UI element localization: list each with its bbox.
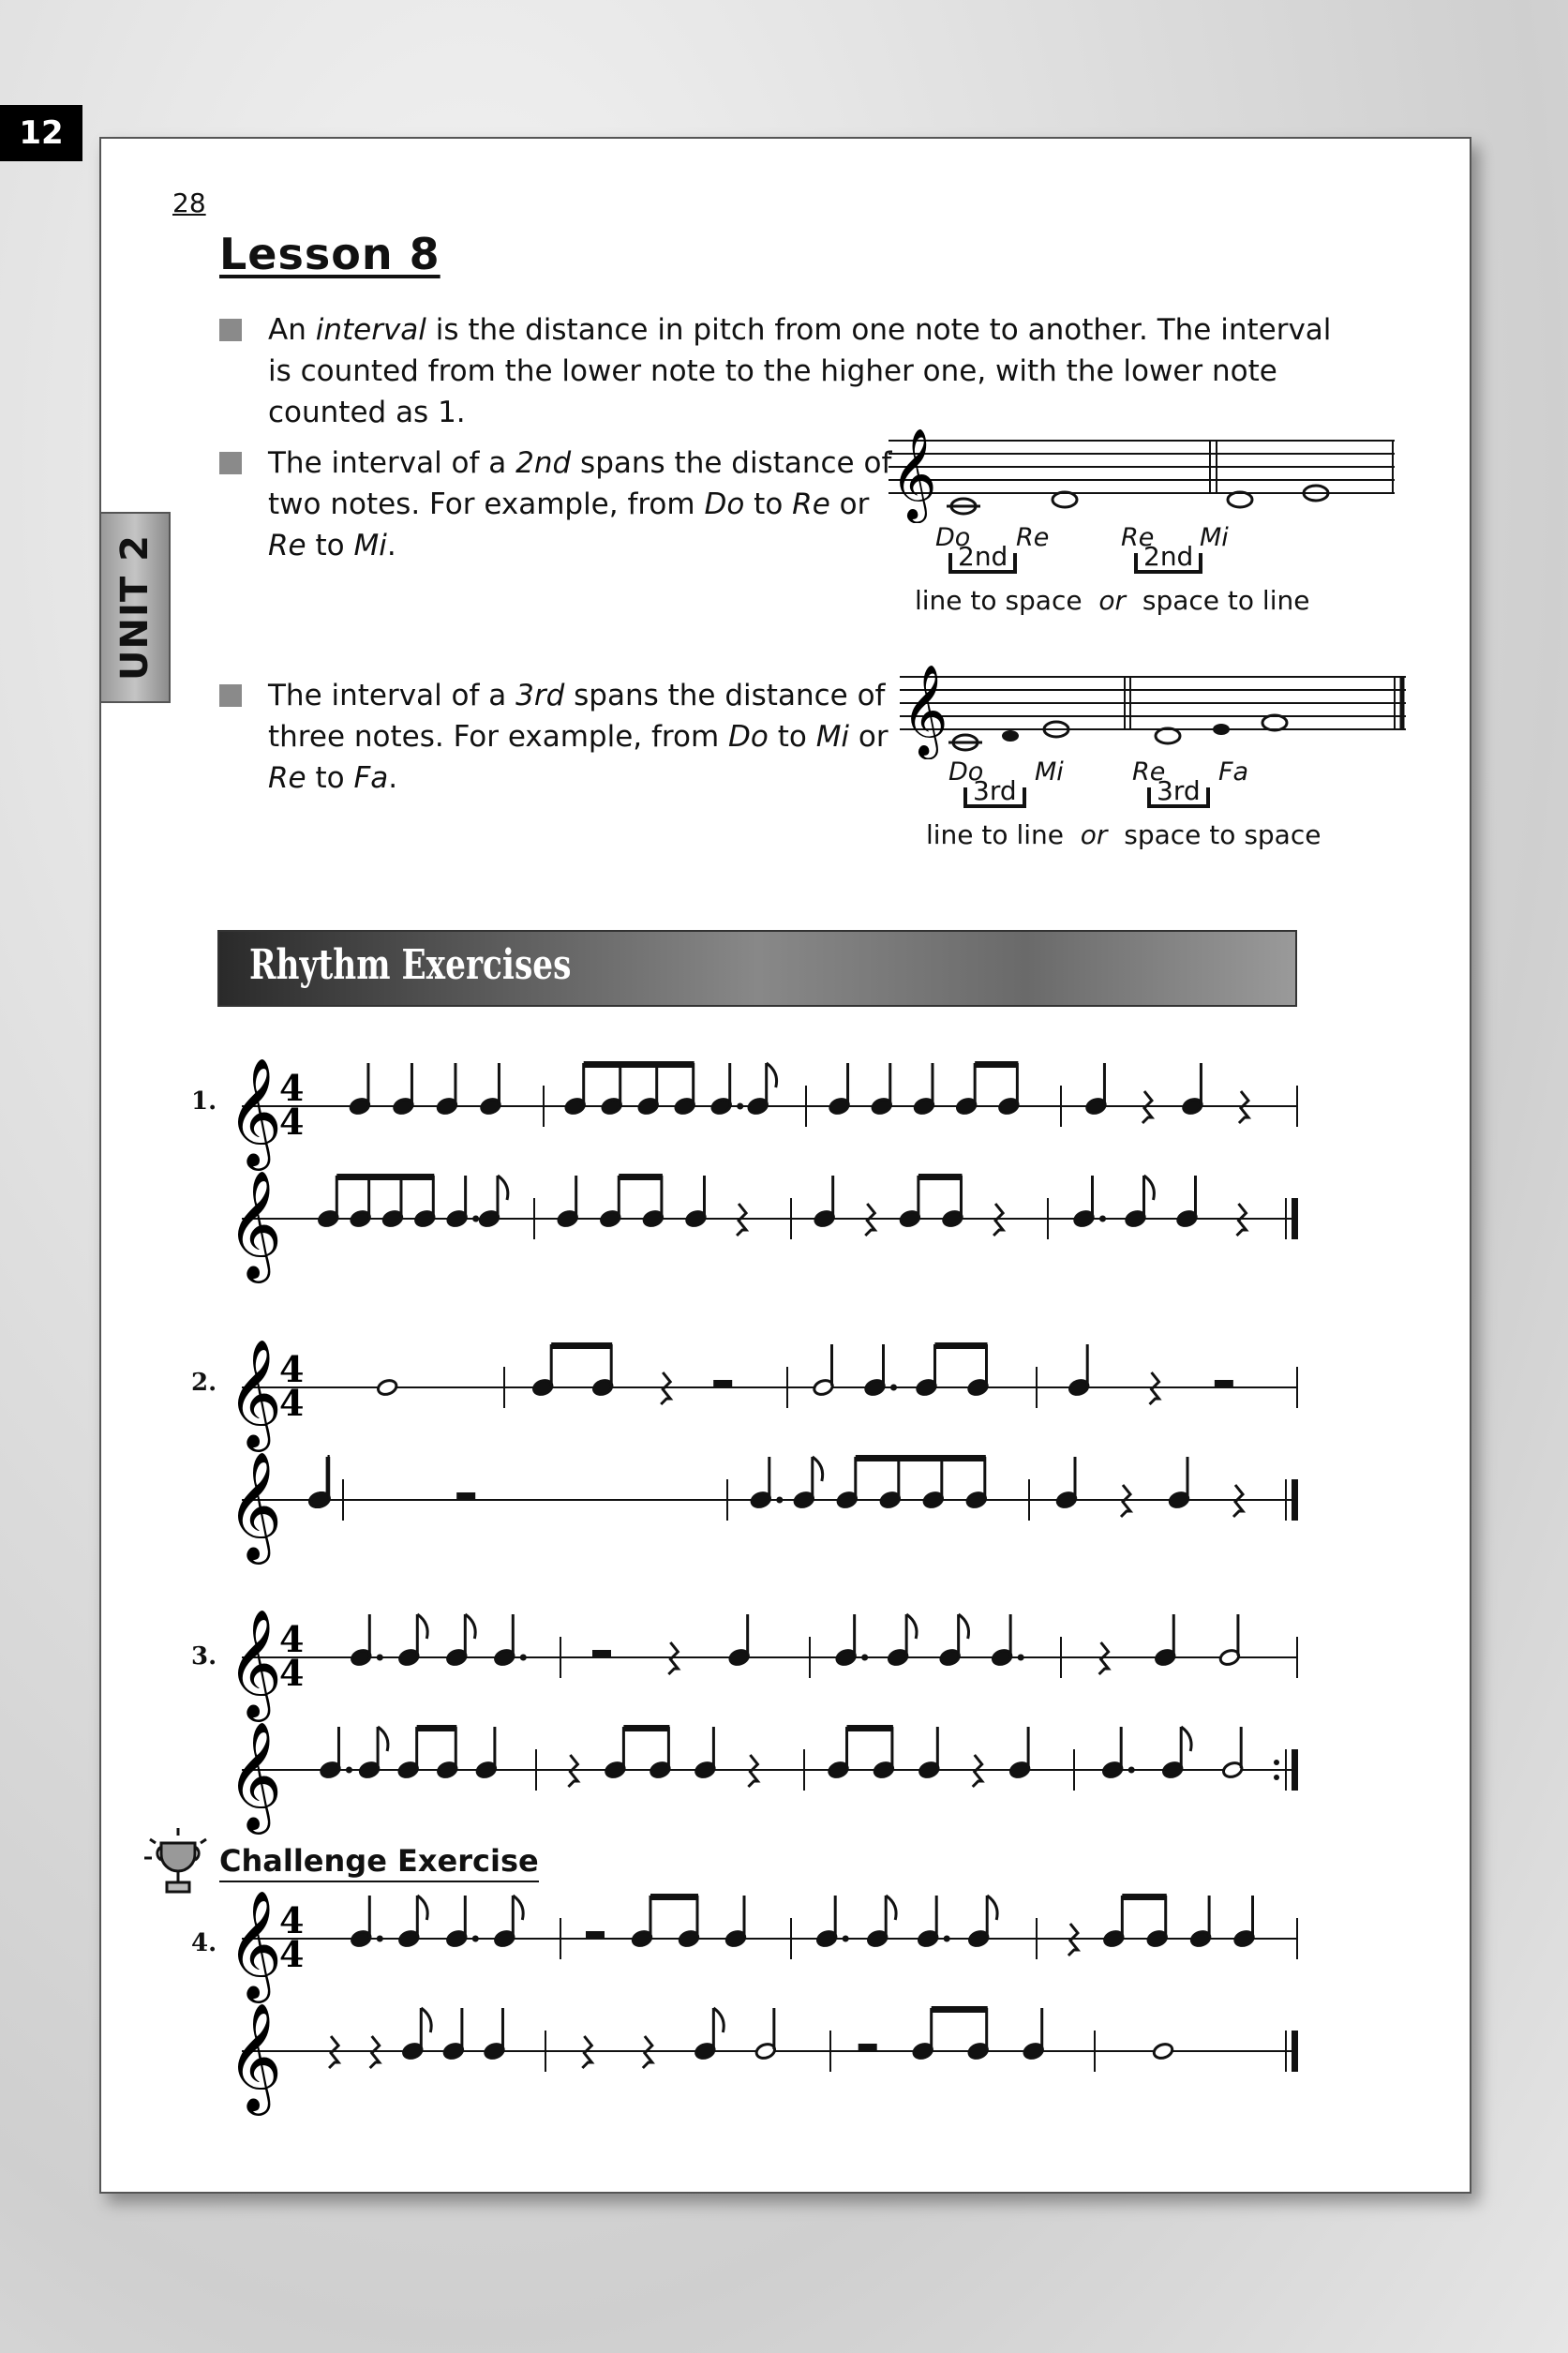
- interval-bracket: 3rd: [963, 787, 1026, 808]
- interval-caption: line to line or space to space: [926, 819, 1322, 850]
- banner-title: Rhythm Exercises: [249, 941, 572, 989]
- syllable-label: Do: [935, 523, 971, 552]
- treble-clef-icon: 𝄞: [227, 2001, 283, 2111]
- syllable-label: Fa: [1218, 757, 1249, 787]
- rhythm-exercises-staves: [101, 139, 1470, 2192]
- rhythm-staff-row: [227, 1608, 1297, 1722]
- unit-tab-label: UNIT 2: [113, 534, 157, 681]
- exercise-number: 3.: [191, 1642, 217, 1671]
- treble-clef-icon: 𝄞: [902, 664, 948, 756]
- rhythm-staff-row: [227, 1338, 1297, 1452]
- time-signature-bottom: 4: [279, 1933, 305, 1975]
- time-signature-top: 4: [279, 1899, 305, 1941]
- time-signature-top: 4: [279, 1067, 305, 1109]
- time-signature-bottom: 4: [279, 1652, 305, 1694]
- time-signature-bottom: 4: [279, 1382, 305, 1424]
- treble-clef-icon: 𝄞: [227, 1338, 283, 1447]
- rhythm-staff-row: [227, 1889, 1297, 2003]
- syllable-label: Re: [1132, 757, 1166, 787]
- bullet-interval-definition: An interval is the distance in pitch from one note to another. The interval is counted from the lower note to the higher one, with the lower note counted as 1.: [219, 309, 1393, 433]
- rhythm-staff-row: [227, 2001, 1298, 2116]
- time-signature-top: 4: [279, 1618, 305, 1660]
- challenge-exercise-title: Challenge Exercise: [219, 1843, 539, 1882]
- exercise-number: 2.: [191, 1369, 217, 1397]
- rhythm-staff-row: [227, 1169, 1298, 1283]
- syllable-label: Mi: [1200, 523, 1229, 552]
- page-number: 28: [172, 187, 206, 218]
- treble-clef-icon: 𝄞: [227, 1608, 283, 1717]
- time-signature-bottom: 4: [279, 1101, 305, 1143]
- syllable-label: Mi: [1035, 757, 1064, 787]
- rhythm-staff-row: [227, 1057, 1297, 1171]
- exercise-number: 4.: [191, 1929, 217, 1957]
- treble-clef-icon: 𝄞: [227, 1720, 283, 1830]
- outer-page-number: 12: [0, 105, 82, 161]
- interval-bracket: 3rd: [1147, 787, 1210, 808]
- rhythm-staff-row: [227, 1450, 1298, 1565]
- bullet-third-interval: The interval of a 3rd spans the distance of three notes. For example, from Do to Mi or Re to Fa.: [219, 675, 943, 799]
- treble-clef-icon: 𝄞: [227, 1057, 283, 1166]
- interval-bracket: 2nd: [1134, 553, 1202, 574]
- exercise-number: 1.: [191, 1087, 217, 1116]
- time-signature-top: 4: [279, 1348, 305, 1390]
- treble-clef-icon: 𝄞: [227, 1889, 283, 1999]
- bullet-second-interval: The interval of a 2nd spans the distance of two notes. For example, from Do to Re or Re to Mi.: [219, 442, 924, 566]
- syllable-label: Re: [1121, 523, 1155, 552]
- rhythm-staff-row: [227, 1720, 1298, 1835]
- syllable-label: Do: [948, 757, 984, 787]
- treble-clef-icon: 𝄞: [890, 427, 937, 519]
- treble-clef-icon: 𝄞: [227, 1450, 283, 1560]
- lesson-title: Lesson 8: [219, 229, 441, 279]
- syllable-label: Re: [1016, 523, 1050, 552]
- interval-caption: line to space or space to line: [915, 585, 1310, 616]
- page: [99, 137, 1471, 2194]
- interval-bracket: 2nd: [948, 553, 1017, 574]
- treble-clef-icon: 𝄞: [227, 1169, 283, 1279]
